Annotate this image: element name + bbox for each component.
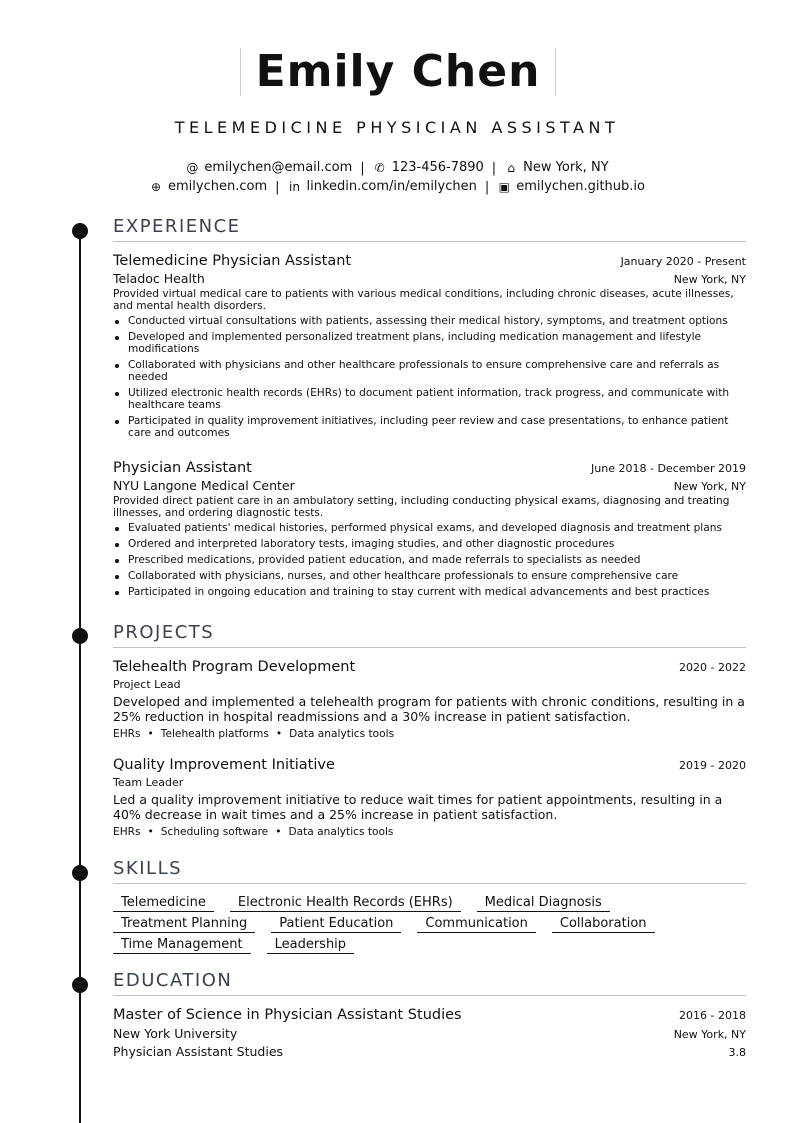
contact-text[interactable]: emilychen.github.io xyxy=(516,179,645,194)
project-tag: Telehealth platforms xyxy=(160,728,269,740)
contact-item xyxy=(149,179,267,194)
skill-item: Electronic Health Records (EHRs) xyxy=(230,895,461,912)
section-title-projects: PROJECTS xyxy=(113,622,746,648)
education-dates: 2016 - 2018 xyxy=(679,1009,746,1022)
section-title-skills: SKILLS xyxy=(113,858,746,884)
job-summary: Provided direct patient care in an ambulatory setting, including conducting physical exams, diagnosing and treating illnesses, and ordering diagnostic tests. xyxy=(113,495,730,519)
contact-text[interactable]: New York, NY xyxy=(523,160,609,175)
contact-item xyxy=(288,179,477,194)
job-bullet: Evaluated patients' medical histories, performed physical exams, and developed diagnosis and treatment plans xyxy=(113,522,746,534)
project-entry xyxy=(113,659,746,740)
contact-row-1 xyxy=(0,160,794,176)
skill-row xyxy=(113,895,746,912)
contact-item xyxy=(504,160,608,175)
section-title-education: EDUCATION xyxy=(113,970,746,996)
github-icon: ▣ xyxy=(498,179,510,194)
skill-item: Telemedicine xyxy=(113,895,214,912)
tag-separator: • xyxy=(275,728,283,740)
employer: Teladoc Health xyxy=(113,271,205,286)
project-description: Led a quality improvement initiative to reduce wait times for patient appointments, resulting in a 40% decrease in wait times and a 25% increase in patient satisfaction. xyxy=(113,792,723,822)
job-dates: June 2018 - December 2019 xyxy=(591,462,746,475)
education-location: New York, NY xyxy=(673,1028,746,1041)
contact-text[interactable]: 123-456-7890 xyxy=(391,160,484,175)
contact-item xyxy=(497,179,645,194)
job-bullet: Collaborated with physicians, nurses, and other healthcare professionals to ensure comprehensive care xyxy=(113,570,746,582)
skill-item: Treatment Planning xyxy=(113,916,255,933)
job-bullets xyxy=(113,522,746,598)
experience-entry xyxy=(113,253,746,443)
skill-item: Leadership xyxy=(267,937,354,954)
job-bullet: Developed and implemented personalized treatment plans, including medication management and lifestyle modifications xyxy=(113,331,746,355)
job-bullet: Conducted virtual consultations with patients, assessing their medical history, symptoms, and treatment options xyxy=(113,315,746,327)
timeline-dot-projects xyxy=(72,628,88,644)
job-bullet: Collaborated with physicians and other healthcare professionals to ensure comprehensive care and referrals as needed xyxy=(113,359,746,383)
skill-item: Communication xyxy=(417,916,535,933)
project-dates: 2019 - 2020 xyxy=(679,759,746,772)
gpa: 3.8 xyxy=(728,1046,746,1059)
candidate-name: Emily Chen xyxy=(255,46,541,97)
phone-icon: ✆ xyxy=(374,160,385,175)
contact-separator: | xyxy=(491,160,497,176)
job-location: New York, NY xyxy=(673,480,746,493)
contact-item xyxy=(373,160,484,175)
job-location: New York, NY xyxy=(673,273,746,286)
skill-item: Patient Education xyxy=(271,916,401,933)
at-icon: @ xyxy=(186,160,199,175)
project-tag: Scheduling software xyxy=(160,826,269,838)
tag-separator: • xyxy=(147,826,154,838)
job-dates: January 2020 - Present xyxy=(620,255,746,268)
skill-item: Collaboration xyxy=(552,916,655,933)
globe-icon: ⊕ xyxy=(150,179,162,194)
degree: Master of Science in Physician Assistant Studies xyxy=(113,1007,462,1023)
project-title: Quality Improvement Initiative xyxy=(113,757,335,773)
education-entry xyxy=(113,1007,746,1059)
job-title: Physician Assistant xyxy=(113,460,252,476)
skill-row xyxy=(113,916,746,933)
job-summary: Provided virtual medical care to patients with various medical conditions, including chronic diseases, acute illnesses, and mental health disorders. xyxy=(113,288,734,312)
tag-separator: • xyxy=(275,826,282,838)
experience-entry xyxy=(113,460,746,602)
skill-item: Time Management xyxy=(113,937,251,954)
contact-separator: | xyxy=(360,160,365,176)
school: New York University xyxy=(113,1026,238,1041)
job-title: Telemedicine Physician Assistant xyxy=(113,253,352,269)
linkedin-icon: in xyxy=(289,179,300,194)
project-description: Developed and implemented a telehealth program for patients with chronic conditions, resulting in a 25% reduction in hospital readmissions and a 30% increase in patient satisfaction. xyxy=(113,694,745,724)
job-bullet: Participated in quality improvement initiatives, including peer review and case presentations, to enhance patient care and outcomes xyxy=(113,415,746,439)
timeline-dot-education xyxy=(72,977,88,993)
project-tag: Data analytics tools xyxy=(288,826,394,838)
contact-text[interactable]: emilychen@email.com xyxy=(204,160,353,175)
project-title: Telehealth Program Development xyxy=(113,659,356,675)
job-bullets xyxy=(113,315,746,439)
project-entry xyxy=(113,757,746,838)
project-tag: EHRs xyxy=(113,826,141,838)
field-of-study: Physician Assistant Studies xyxy=(113,1044,284,1059)
skill-row xyxy=(113,937,746,954)
timeline-dot-skills xyxy=(72,865,88,881)
project-tag: Data analytics tools xyxy=(289,728,395,740)
tag-separator: • xyxy=(147,728,154,740)
employer: NYU Langone Medical Center xyxy=(113,478,295,493)
job-title: TELEMEDICINE PHYSICIAN ASSISTANT xyxy=(174,118,620,137)
skills-list xyxy=(113,895,746,958)
project-tags xyxy=(113,826,746,838)
project-dates: 2020 - 2022 xyxy=(679,661,746,674)
timeline-dot-experience xyxy=(72,223,88,239)
contact-separator: | xyxy=(275,179,280,195)
contact-separator: | xyxy=(484,179,490,195)
contact-text[interactable]: emilychen.com xyxy=(168,179,268,194)
contact-item xyxy=(185,160,352,175)
home-icon: ⌂ xyxy=(507,160,515,175)
skill-item: Medical Diagnosis xyxy=(477,895,610,912)
project-tags xyxy=(113,728,746,740)
section-title-experience: EXPERIENCE xyxy=(113,216,746,242)
project-tag: EHRs xyxy=(113,728,141,740)
project-role: Project Lead xyxy=(113,678,181,691)
project-role: Team Leader xyxy=(113,776,184,789)
contact-row-2 xyxy=(0,179,794,195)
name-frame xyxy=(240,48,556,96)
job-bullet: Ordered and interpreted laboratory tests, imaging studies, and other diagnostic procedures xyxy=(113,538,746,550)
contact-text[interactable]: linkedin.com/in/emilychen xyxy=(306,179,477,194)
job-bullet: Participated in ongoing education and training to stay current with medical advancements and best practices xyxy=(113,586,746,598)
job-bullet: Utilized electronic health records (EHRs) to document patient information, track progress, and communicate with healthcare teams xyxy=(113,387,746,411)
job-bullet: Prescribed medications, provided patient education, and made referrals to specialists as needed xyxy=(113,554,746,566)
